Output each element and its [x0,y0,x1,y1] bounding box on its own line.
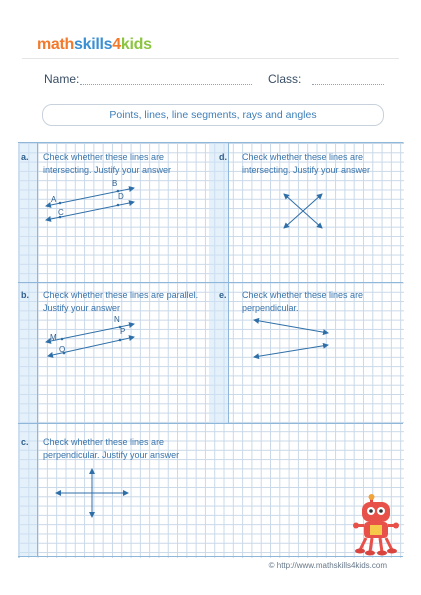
label-n: N [114,315,120,324]
name-label: Name: [44,72,80,86]
row-divider-top [18,142,403,143]
worksheet-title: Points, lines, line segments, rays and angles [42,104,384,126]
figure-e [250,314,332,362]
question-b-text: Check whether these lines are parallel. Justify your answer [43,290,199,313]
class-label: Class: [268,72,302,86]
row-divider-1 [18,282,403,283]
point-m [61,338,64,341]
robot-mascot-icon [352,494,400,556]
question-d-text: Check whether these lines are intersecting. Justify your answer [242,152,371,175]
point-d [117,204,120,207]
figure-d [280,190,326,232]
question-b-letter: b. [21,290,29,300]
point-a [59,202,62,205]
question-d-letter: d. [219,152,227,162]
row-divider-bottom [18,556,403,557]
label-d: D [118,192,124,201]
question-c-text: Check whether these lines are perpendicular. Justify your answer [43,437,180,460]
left-margin-strip [18,142,38,557]
line-e1 [254,320,328,333]
line-e2 [254,345,328,357]
figure-b [40,312,140,362]
label-b: B [112,179,118,188]
question-a-text: Check whether these lines are intersecting. Justify your answer [43,152,172,175]
figure-a [40,178,140,226]
name-field[interactable] [80,84,252,85]
class-field[interactable] [312,84,384,85]
footer-credit: © http://www.mathskills4kids.com [268,561,387,570]
question-e-text: Check whether these lines are perpendicular. [242,290,364,313]
label-p: P [120,327,126,336]
question-e-letter: e. [219,290,227,300]
row-divider-2 [18,423,403,424]
figure-c [52,465,132,521]
site-logo: mathskills4kids [37,36,152,53]
label-o: O [59,345,66,354]
label-m: M [50,333,57,342]
label-c: C [58,208,64,217]
label-a: A [51,195,57,204]
point-p [119,339,122,342]
question-a-letter: a. [21,152,29,162]
header-rule [22,58,399,59]
question-c-letter: c. [21,437,29,447]
